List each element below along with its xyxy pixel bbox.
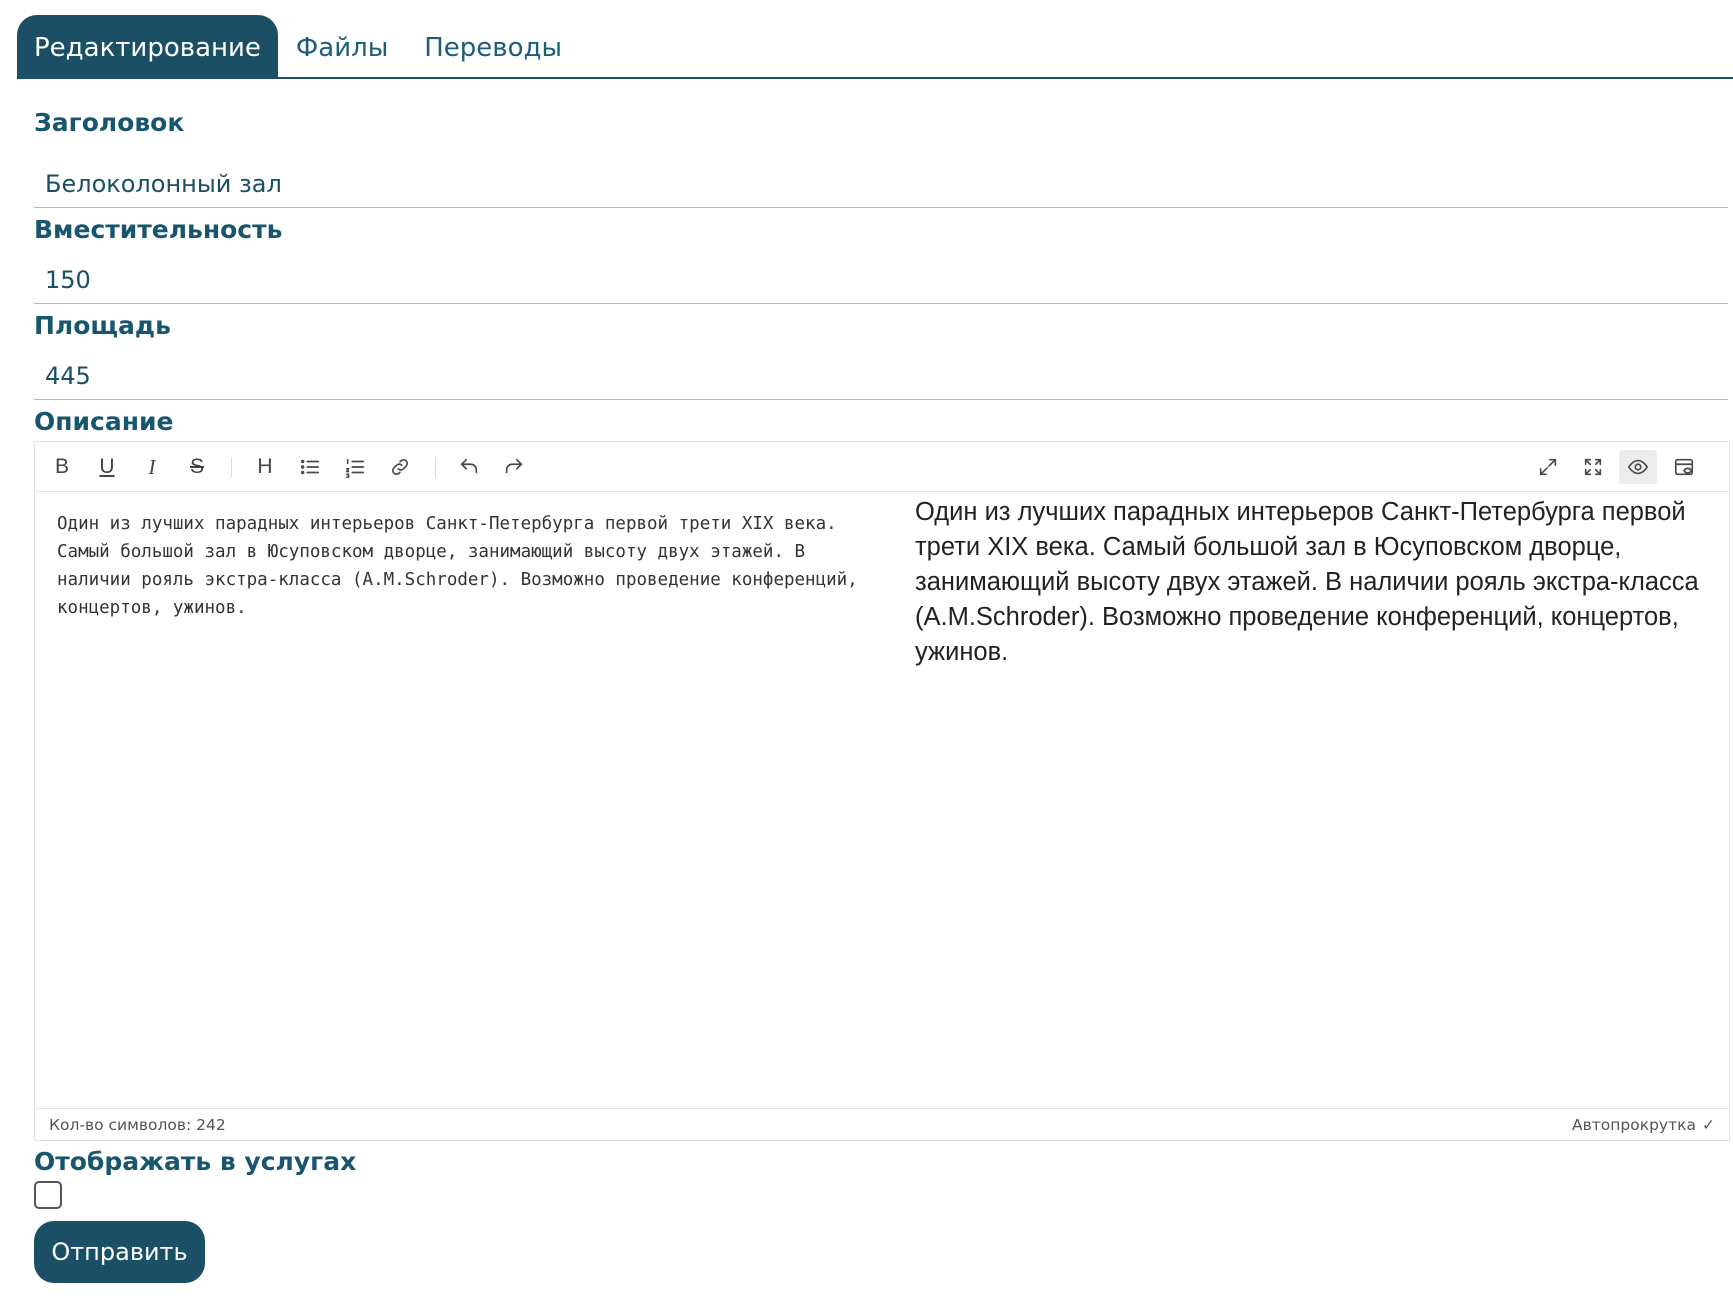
link-icon <box>389 456 411 478</box>
heading-icon: H <box>257 455 273 478</box>
markdown-source-textarea[interactable]: Один из лучших парадных интерьеров Санкт-Петербурга первой трети XIX века. Самый большой зал в Юсуповском дворце, занимающий высоту двух этажей. В наличии рояль экстра-класса (A.M.Schroder). Возможно проведение конференций, концертов, ужинов. <box>57 514 869 618</box>
checkmark-icon: ✓ <box>1702 1116 1715 1134</box>
tab-translations[interactable]: Переводы <box>424 33 563 63</box>
toolbar-divider <box>435 457 436 477</box>
tab-files[interactable]: Файлы <box>295 33 389 63</box>
submit-button[interactable]: Отправить <box>34 1221 205 1283</box>
tab-editing[interactable]: Редактирование <box>17 15 278 77</box>
bullet-list-icon <box>299 456 321 478</box>
editor-toolbar <box>35 442 1729 492</box>
numbered-list-button[interactable] <box>336 450 374 484</box>
area-label: Площадь <box>34 311 171 340</box>
capacity-input[interactable] <box>34 256 1728 304</box>
preview-paragraph: Один из лучших парадных интерьеров Санкт-Петербурга первой трети XIX века. Самый большой зал в Юсуповском дворце, занимающий высоту двух этажей. В наличии рояль экстра-класса (A.M.Schroder). Возможно проведение конференций, концертов, ужинов. <box>915 498 1699 666</box>
bold-button[interactable] <box>43 450 81 484</box>
markdown-editor <box>34 441 1730 1141</box>
area-input[interactable] <box>34 352 1728 400</box>
title-label: Заголовок <box>34 108 185 137</box>
heading-button[interactable] <box>246 450 284 484</box>
fullscreen-icon <box>1582 456 1604 478</box>
eye-icon <box>1627 456 1649 478</box>
numbered-list-icon <box>344 456 366 478</box>
char-count <box>49 1116 226 1134</box>
expand-icon <box>1537 456 1559 478</box>
show-in-services-checkbox[interactable] <box>34 1181 62 1209</box>
char-count-value: 242 <box>196 1116 226 1134</box>
show-in-services-label: Отображать в услугах <box>34 1147 357 1176</box>
expand-button[interactable] <box>1529 450 1567 484</box>
preview-toggle-button[interactable] <box>1619 450 1657 484</box>
editor-statusbar <box>35 1108 1729 1141</box>
capacity-label: Вместительность <box>34 215 283 244</box>
autoscroll-label: Автопрокрутка <box>1572 1116 1696 1134</box>
preview-only-button[interactable] <box>1665 450 1703 484</box>
link-button[interactable] <box>381 450 419 484</box>
tab-bar <box>17 16 1733 79</box>
italic-button[interactable] <box>133 450 171 484</box>
redo-icon <box>503 456 525 478</box>
description-label: Описание <box>34 407 174 436</box>
autoscroll-toggle[interactable] <box>1572 1116 1715 1134</box>
markdown-preview <box>915 492 1731 1109</box>
undo-button[interactable] <box>450 450 488 484</box>
strikethrough-icon: S <box>189 455 204 478</box>
strikethrough-button[interactable] <box>178 450 216 484</box>
preview-window-icon <box>1673 456 1695 478</box>
undo-icon <box>458 456 480 478</box>
char-count-label: Кол-во символов: <box>49 1116 192 1134</box>
bullet-list-button[interactable] <box>291 450 329 484</box>
italic-icon: I <box>148 454 156 479</box>
underline-button[interactable] <box>88 450 126 484</box>
underline-icon: U <box>99 455 115 478</box>
title-input[interactable] <box>34 160 1728 208</box>
bold-icon: B <box>54 455 69 478</box>
redo-button[interactable] <box>495 450 533 484</box>
fullscreen-button[interactable] <box>1574 450 1612 484</box>
toolbar-divider <box>231 457 232 477</box>
